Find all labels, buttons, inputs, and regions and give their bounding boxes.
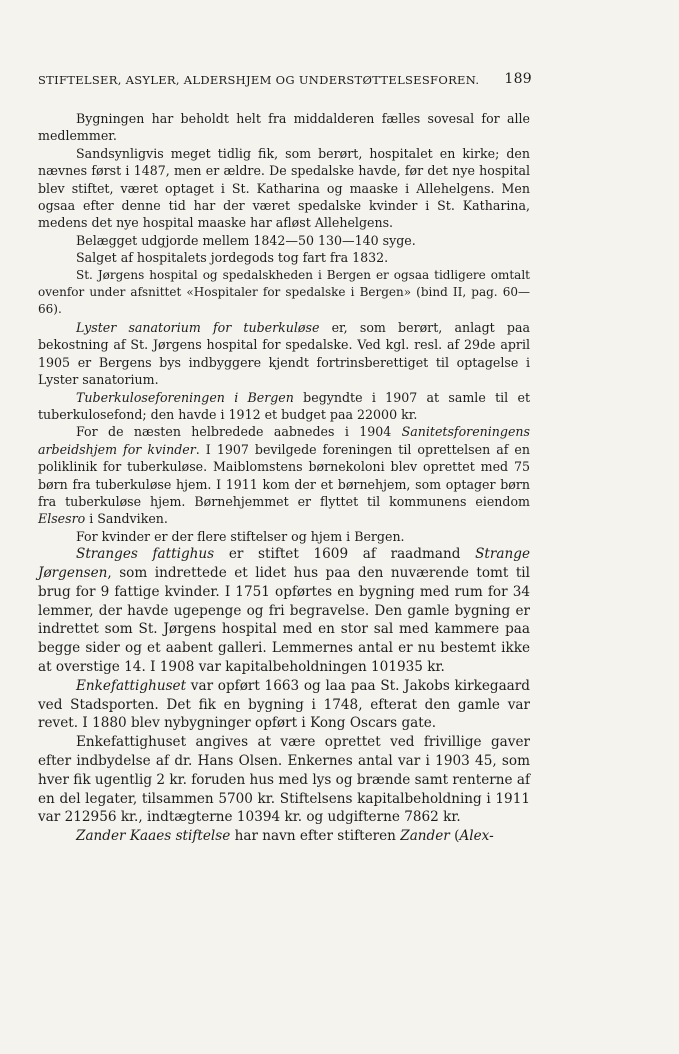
paragraph: Belægget udgjorde mellem 1842—50 130—140 syge. — [76, 232, 416, 248]
paragraph: For de næsten helbredede aabnedes i 1904 Sanitetsforeningens arbeidshjem for kvinder. I 1907 bevilgede foreningen til oprettelsen af en poliklinik for tuberkuløse. Maiblomstens børnekoloni blev oprettet med 75 børn fra tuberkuløse hjem. I 1911 kom der et børnehjem, som optager børn fra tuberkuløse hjem. Børnehjemmet er flyttet til kommunens eiendom Elsesro i Sandviken. — [38, 424, 530, 527]
paragraph: Sandsynligvis meget tidlig fik, som berørt, hospitalet en kirke; den nævnes først i 1487, men er ældre. De spedalske havde, før det nye hospital blev stiftet, været optaget i St. Katharina og maaske i Allehelgens. Men ogsaa efter denne tid har der været spedalske kvinder i St. Katharina, medens det nye hospital maaske har afløst Allehelgens. — [38, 145, 530, 231]
paragraph: Enkefattighuset angives at være oprettet ved frivillige gaver efter indbydelse af dr. Hans Olsen. Enkernes antal var i 1903 45, som hver fik ugentlig 2 kr. foruden hus med lys og brænde samt renterne af en del legater, tilsammen 5700 kr. Stiftelsens kapitalbeholdning i 1911 var 212956 kr., indtægterne 10394 kr. og udgifterne 7862 kr. — [38, 734, 530, 826]
paragraph: For kvinder er der flere stiftelser og hjem i Bergen. — [76, 528, 405, 544]
paragraph: Zander Kaaes stiftelse har navn efter stifteren Zander (Alex- — [76, 828, 494, 845]
paragraph: Enkefattighuset var opført 1663 og laa paa St. Jakobs kirkegaard ved Stadsporten. Det fik en bygning i 1748, efterat den gamle var revet. I 1880 blev nybygninger opført i Kong Oscars gate. — [38, 677, 530, 732]
paragraph: St. Jørgens hospital og spedalskheden i Bergen er ogsaa tidligere omtalt ovenfor under afsnittet «Hospitaler for spedalske i Bergen» (bind II, pag. 60—66). — [38, 267, 530, 317]
paragraph: Bygningen har beholdt helt fra middalderen fælles sovesal for alle medlemmer. — [38, 111, 530, 144]
paragraph: Salget af hospitalets jordegods tog fart fra 1832. — [76, 250, 389, 266]
page-number: 189 — [504, 71, 532, 87]
paragraph: Stranges fattighus er stiftet 1609 af raadmand Strange Jørgensen, som indrettede et lidet hus paa den nuværende tomt til brug for 9 fattige kvinder. I 1751 opførtes en bygning med rum for 34 lemmer, der havde ugepenge og fri begravelse. Den gamle bygning er indrettet som St. Jørgens hospital med en stor sal med kammere paa begge sider og et aabent galleri. Lemmernes antal er nu bestemt ikke at overstige 14. I 1908 var kapitalbeholdningen 101935 kr. — [38, 546, 530, 675]
paragraph: Tuberkuloseforeningen i Bergen begyndte i 1907 at samle til et tuberkulosefond; den havde i 1912 et budget paa 22000 kr. — [38, 389, 531, 422]
page-body — [38, 110, 530, 846]
running-title: STIFTELSER, ASYLER, ALDERSHJEM OG UNDERSTØTTELSESFOREN. — [38, 73, 480, 87]
paragraph: Lyster sanatorium for tuberkuløse er, som berørt, anlagt paa bekostning af St. Jørgens hospital for spedalske. Ved kgl. resl. af 29de april 1905 er Bergens bys indbyggere kjendt fortrinsberettiget til optagelse i Lyster sanatorium. — [38, 319, 530, 388]
running-header — [38, 73, 532, 87]
